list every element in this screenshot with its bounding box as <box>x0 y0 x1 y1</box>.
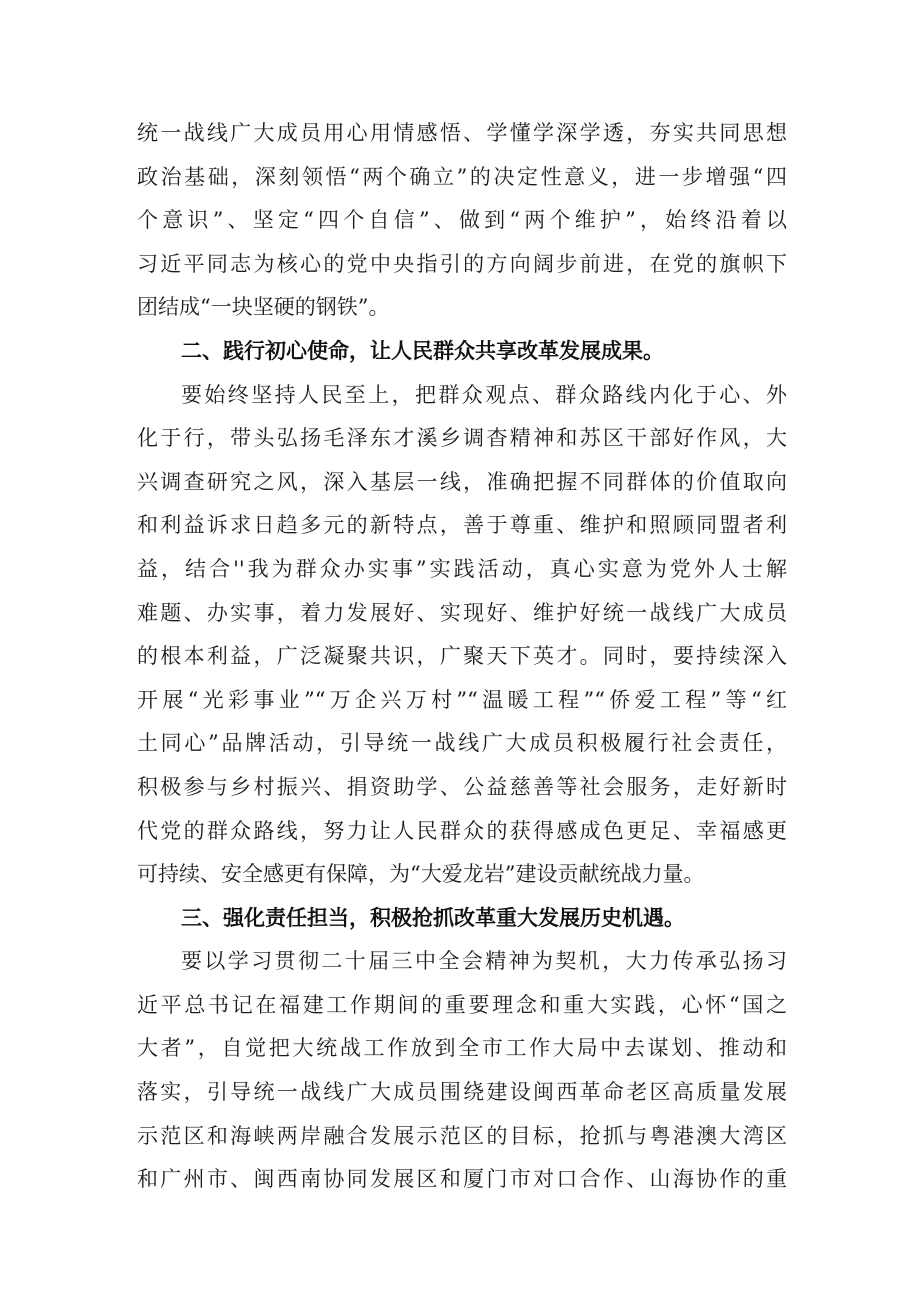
paragraph-line: 政治基础，深刻领悟“两个确立”的决定性意义，进一步增强“四 <box>137 164 787 189</box>
paragraph-line: 统一战线广大成员用心用情感悟、学懂学深学透，夯实共同思想 <box>137 121 787 145</box>
paragraph-line: 化于行，带头弘扬毛泽东才溪乡调杳精神和苏区干部好作风，大 <box>137 426 787 451</box>
document-body <box>137 112 787 1202</box>
paragraph-line: 和利益诉求日趋多元的新特点，善于尊重、维护和照顾同盟者利 <box>137 513 787 538</box>
section-heading-2: 二、践行初心使命，让人民群众共享改革发展成果。 <box>181 338 664 363</box>
paragraph-line: 要以学习贯彻二十届三中全会精神为契机，大力传承弘扬习 <box>181 949 787 974</box>
paragraph-3 <box>137 940 787 1202</box>
paragraph-line: 团结成“一块坚硬的钢铁”。 <box>137 295 390 320</box>
paragraph-line: 的根本利益，广泛凝聚共识，广聚天下英才。同时，要持续深入 <box>137 644 787 669</box>
paragraph-line: 习近平同志为核心的党中央指引的方向阔步前进，在党的旗帜下 <box>137 251 787 276</box>
paragraph-line: 代党的群众路线，努力让人民群众的获得感成色更足、幸福感更 <box>137 818 787 843</box>
paragraph-line: 可持续、安全感更有保障，为“大爱龙岩”建设贡献统战力量。 <box>137 862 705 887</box>
paragraph-line: 示范区和海峡两岸融合发展示范区的目标，抢抓与粤港澳大湾区 <box>137 1123 787 1148</box>
paragraph-line: 难题、办实事，着力发展好、实现好、维护好统一战线广大成员 <box>137 600 787 625</box>
paragraph-line: 近平总书记在福建工作期间的重要理念和重大实践，心怀“国之 <box>137 992 787 1017</box>
paragraph-line: 兴调查研究之风，深入基层一线，准确把握不同群体的价值取向 <box>137 469 787 494</box>
paragraph-1 <box>137 112 787 330</box>
paragraph-line: 大者”，自觉把大统战工作放到全市工作大局中去谋划、推动和 <box>137 1036 787 1061</box>
paragraph-line: 开展“光彩事业”“万企兴万村”“温暖工程”“侨爱工程”等“红 <box>137 687 787 712</box>
paragraph-line: 益，结合''我为群众办实事”实践活动，真心实意为党外人士解 <box>137 556 787 581</box>
paragraph-line: 个意识”、坚定“四个自信”、做到“两个维护”，始终沿着以 <box>137 208 787 233</box>
paragraph-line: 土同心”品牌活动，引导统一战线广大成员积极履行社会责任， <box>137 731 787 756</box>
paragraph-2 <box>137 374 787 897</box>
paragraph-line: 积极参与乡村振兴、捐资助学、公益慈善等社会服务，走好新时 <box>137 774 787 799</box>
section-heading-3: 三、强化责任担当，积极抢抓改革重大发展历史机遇。 <box>181 905 685 930</box>
paragraph-line: 落实，引导统一战线广大成员围绕建设闽西革命老区高质量发展 <box>137 1080 787 1105</box>
paragraph-line: 和广州市、闽西南协同发展区和厦门市对口合作、山海协作的重 <box>137 1167 787 1192</box>
paragraph-line: 要始终坚持人民至上，把群众观点、群众路线内化于心、外 <box>181 382 787 407</box>
